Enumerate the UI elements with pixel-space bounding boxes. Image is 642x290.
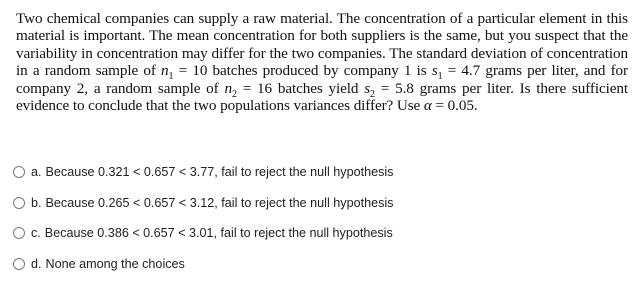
option-letter: a. (31, 165, 42, 179)
n2-variable: n (224, 79, 232, 97)
option-text: None among the choices (45, 256, 185, 271)
radio-button-b[interactable] (13, 197, 25, 209)
radio-button-d[interactable] (13, 258, 25, 270)
option-b[interactable] (13, 194, 613, 212)
question-text: Two chemical companies can supply a raw material. The concentration of a particular element in this material is important. The mean concentration for both suppliers is the same, but you suspect that the variability in concentration may differ for the two companies. The standard deviation of concentration in a random sample of $n_1 = 10$ batches produced by company 1 is $s_1 = 4.7$ grams per liter, and for company 2, a random sample of $n_2 = 16$ batches yield $s_2 = 5.8$ grams per liter. Is there sufficient evidence to conclude that the two populations variances differ? Use α = 0.05. (16, 10, 629, 115)
option-letter: b. (31, 195, 42, 210)
alpha-variable: α (423, 97, 432, 115)
s2-variable: s (364, 79, 371, 97)
s1-variable: s (431, 62, 438, 80)
option-letter: d. (31, 256, 42, 271)
option-text: Because 0.265 < 0.657 < 3.12, fail to reject the null hypothesis (45, 195, 394, 210)
option-text: Because 0.321 < 0.657 < 3.77, fail to reject the null hypothesis (45, 165, 394, 179)
n1-variable: n (161, 62, 169, 80)
radio-button-a[interactable] (13, 166, 25, 178)
option-a[interactable] (13, 163, 613, 181)
option-letter: c. (31, 226, 41, 240)
option-d[interactable] (13, 255, 613, 273)
option-c[interactable] (13, 224, 613, 242)
answer-options (13, 163, 613, 285)
option-text: Because 0.386 < 0.657 < 3.01, fail to reject the null hypothesis (44, 226, 393, 240)
radio-button-c[interactable] (13, 227, 25, 239)
